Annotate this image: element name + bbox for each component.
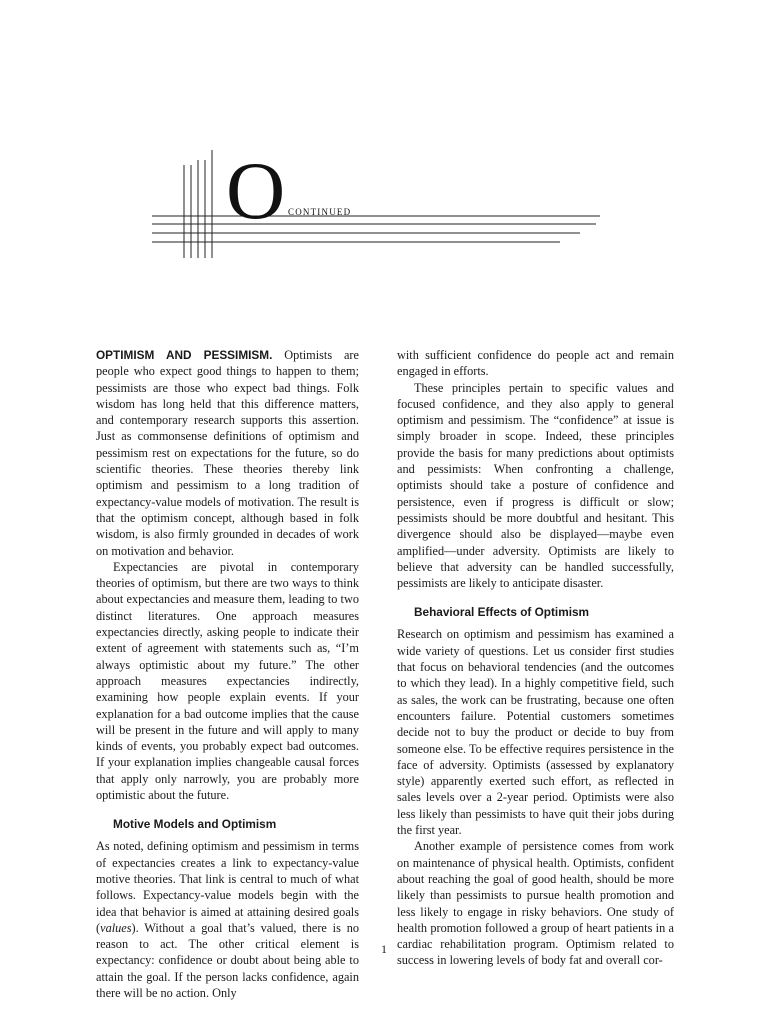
page-number: 1 [381, 942, 387, 956]
paragraph: with sufficient confidence do people act and remain engaged in efforts. [397, 348, 674, 379]
continued-label: CONTINUED [288, 207, 352, 217]
entry-heading: OPTIMISM AND PESSIMISM. [96, 348, 273, 362]
section-heading: Behavioral Effects of Optimism [414, 605, 590, 620]
paragraph: As noted, defining optimism and pessimism in terms of expectancies creates a link to expectancy-value motive theories. That link is central to much of what follows. Expectancy-value models begin with the idea that behavior is aimed at attaining desired goals (values). Without a goal that’s valued, there is no reason to act. The other critical element is expectancy: confidence or doubt about being able to attain the goal. If the person lacks confidence, again there will be no action. Only [96, 839, 359, 1000]
header-ornament [0, 0, 768, 300]
paragraph: Expectancies are pivotal in contemporary theories of optimism, but there are two ways to think about expectancies and measure them, leading to two distinct literatures. One approach measures expectancies directly, asking people to indicate their extent of agreement with statements such as, “I’m always optimistic about my future.” The other approach measures expectancies indirectly, examining how people explain events. If your explanation for a bad outcome implies that the cause will be present in the future and will apply to many kinds of events, you probably expect bad outcomes. If your explanation implies changeable causal forces that apply only narrowly, you are probably more optimistic about the future. [96, 559, 359, 803]
paragraph [96, 347, 359, 559]
paragraph-text: Optimists are people who expect good things to happen to them; pessimists are those who expect bad things. Folk wisdom has long held that this difference matters, and contemporary research supports this assertion. Just as commonsense definitions of optimism and pessimism rest on expectations for the future, so do scientific theories. These theories thereby link optimism and pessimism to a long tradition of expectancy-value models of motivation. The result is that the optimism concept, although based in folk wisdom, is also firmly grounded in decades of work on motivation and behavior. [96, 348, 359, 558]
emphasis: values [100, 920, 132, 935]
right-column [397, 347, 674, 969]
paragraph: Research on optimism and pessimism has examined a wide variety of questions. Let us consider first studies that focus on behavioral tendencies (and the outcomes to which they lead). In a highly competitive field, such as sales, the work can be frustrating, because one often encounters failure. Potential customers sometimes decide not to buy the product or decide to buy from someone else. To be effective requires persistence in the face of adversity. Optimists (assessed by explanatory style) apparently exerted such effort, as reflected in sales levels over a 2-year period. Optimists were also less likely than pessimists to have quit their jobs during the first year. [397, 627, 674, 838]
left-column [96, 347, 359, 1001]
section-heading: Motive Models and Optimism [113, 817, 277, 832]
paragraph: These principles pertain to specific values and focused confidence, and they also apply to general optimism and pessimism. The “confidence” at issue is simply broader in scope. Indeed, these principles provide the basis for many predictions about optimists and pessimists: When confronting a challenge, optimists should take a posture of confidence and persistence, even if progress is difficult or slow; pessimists should be more doubtful and hesitant. This divergence should also be displayed—maybe even amplified—under adversity. Optimists are likely to believe that adversity can be handled successfully, pessimists are likely to anticipate disaster. [397, 380, 674, 591]
section-letter: O [226, 145, 286, 236]
paragraph: Another example of persistence comes from work on maintenance of physical health. Optimists, confident about reaching the goal of good health, should be more likely than pessimists to pursue health promotion and less likely to engage in risky behaviors. One study of health promotion followed a group of heart patients in a cardiac rehabilitation program. Optimism related to success in lowering levels of body fat and overall cor- [397, 839, 674, 968]
